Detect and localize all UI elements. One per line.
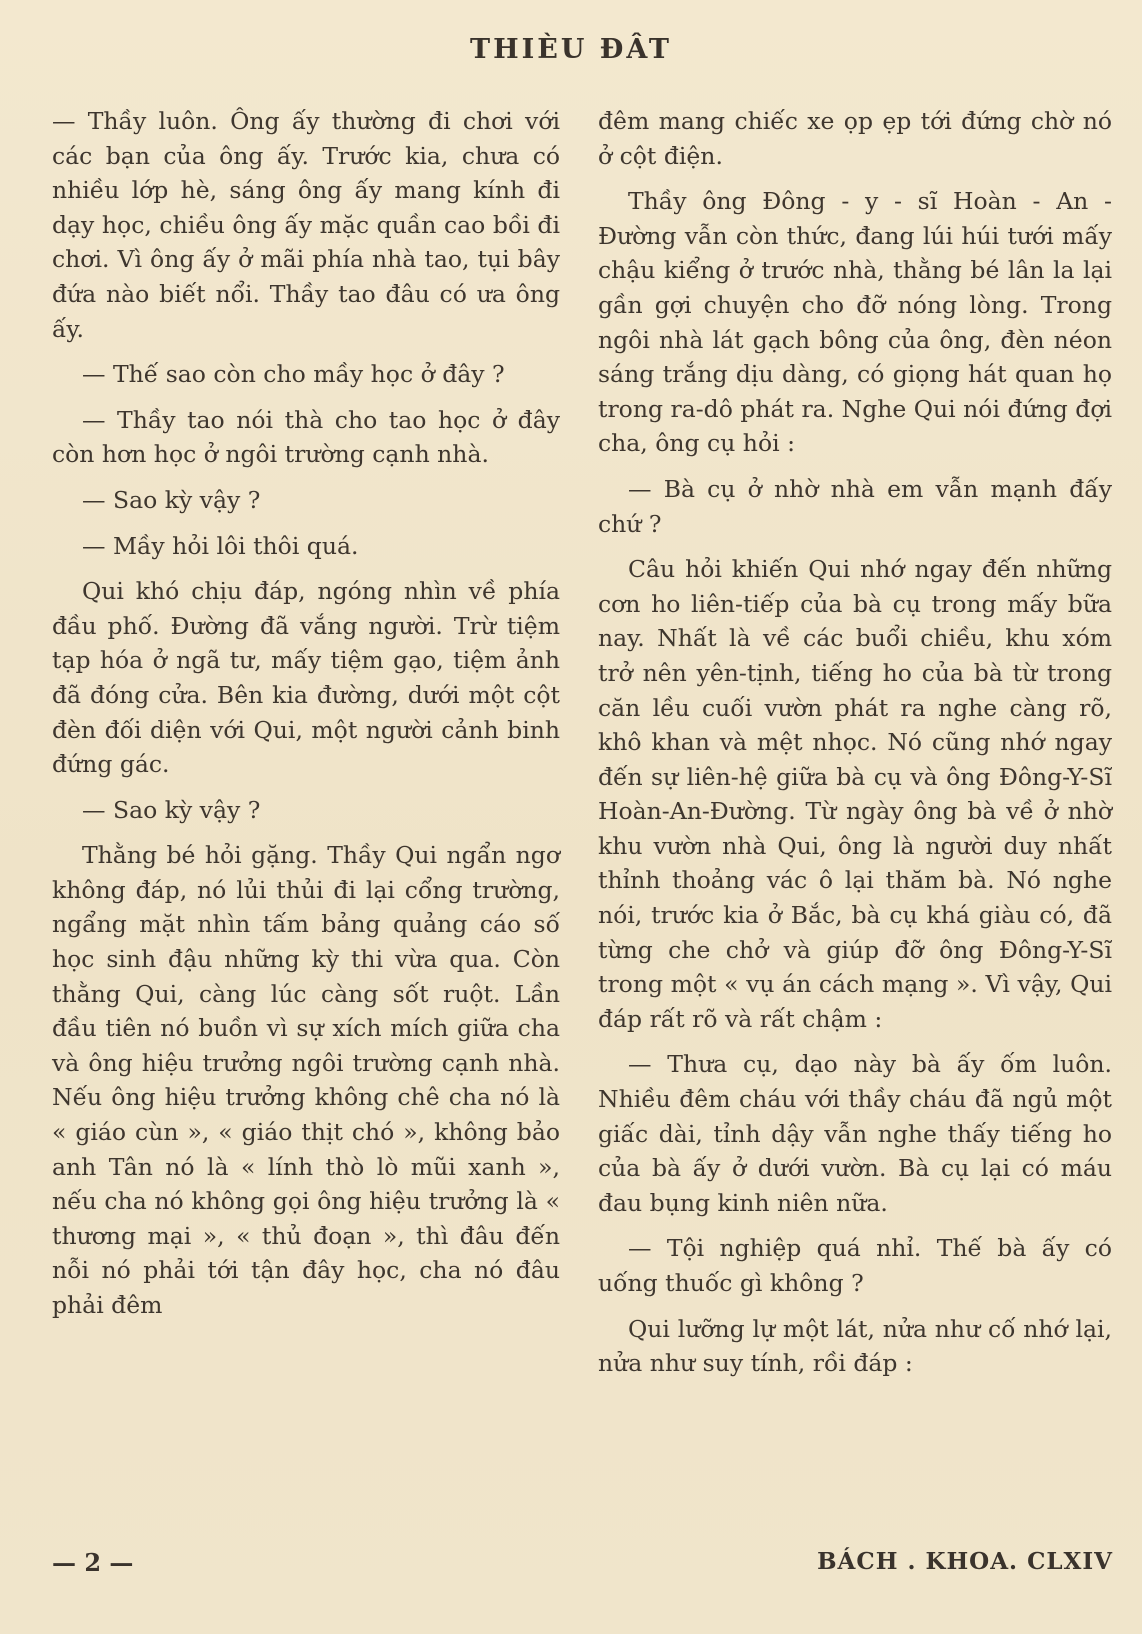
- paragraph: đêm mang chiếc xe ọp ẹp tới đứng chờ nó ở cột điện.: [598, 107, 1112, 170]
- paragraph: — Thầy luôn. Ông ấy thường đi chơi với các bạn của ông ấy. Trước kia, chưa có nhiều lớp hè, sáng ông ấy mang kính đi dạy học, chiều ông ấy mặc quần cao bồi đi chơi. Vì ông ấy ở mãi phía nhà tao, tụi bây đứa nào biết nổi. Thầy tao đâu có ưa ông ấy.: [52, 107, 560, 343]
- paragraph: — Thế sao còn cho mầy học ở đây ?: [82, 360, 505, 389]
- left-column: [52, 104, 560, 1334]
- paragraph: Thằng bé hỏi gặng. Thầy Qui ngẩn ngơ không đáp, nó lủi thủi đi lại cổng trường, ngẩng mặt nhìn tấm bảng quảng cáo số học sinh đậu những kỳ thi vừa qua. Còn thằng Qui, càng lúc càng sốt ruột. Lần đầu tiên nó buồn vì sự xích mích giữa cha và ông hiệu trưởng ngôi trường cạnh nhà. Nếu ông hiệu trưởng không chê cha nó là « giáo cùn », « giáo thịt chó », không bảo anh Tân nó là « lính thò lò mũi xanh », nếu cha nó không gọi ông hiệu trưởng là « thương mại », « thủ đoạn », thì đâu đến nỗi nó phải tới tận đây học, cha nó đâu phải đêm: [52, 841, 560, 1319]
- paragraph: — Tội nghiệp quá nhỉ. Thế bà ấy có uống thuốc gì không ?: [598, 1234, 1112, 1297]
- paragraph: Thầy ông Đông - y - sĩ Hoàn - An - Đường vẫn còn thức, đang lúi húi tưới mấy chậu kiểng ở trước nhà, thằng bé lân la lại gần gợi chuyện cho đỡ nóng lòng. Trong ngôi nhà lát gạch bông của ông, đèn néon sáng trắng dịu dàng, có giọng hát quan họ trong ra-dô phát ra. Nghe Qui nói đứng đợi cha, ông cụ hỏi :: [598, 187, 1112, 458]
- right-column: [598, 104, 1112, 1392]
- paragraph: — Thưa cụ, dạo này bà ấy ốm luôn. Nhiều đêm cháu với thầy cháu đã ngủ một giấc dài, tỉnh dậy vẫn nghe thấy tiếng ho của bà ấy ở dưới vườn. Bà cụ lại có máu đau bụng kinh niên nữa.: [598, 1050, 1112, 1217]
- page-number: — 2 —: [52, 1548, 134, 1577]
- paragraph: — Thầy tao nói thà cho tao học ở đây còn hơn học ở ngôi trường cạnh nhà.: [52, 405, 560, 469]
- publication-footer: BÁCH . KHOA. CLXIV: [817, 1548, 1113, 1575]
- paragraph: — Bà cụ ở nhờ nhà em vẫn mạnh đấy chứ ?: [598, 474, 1112, 538]
- paragraph: — Mầy hỏi lôi thôi quá.: [82, 531, 359, 560]
- running-header: THIÈU ĐÂT: [470, 34, 672, 65]
- paragraph: Qui lưỡng lự một lát, nửa như cố nhớ lại, nửa như suy tính, rồi đáp :: [598, 1314, 1112, 1378]
- paragraph: — Sao kỳ vậy ?: [82, 485, 261, 514]
- paragraph: Qui khó chịu đáp, ngóng nhìn về phía đầu phố. Đường đã vắng người. Trừ tiệm tạp hóa ở ngã tư, mấy tiệm gạo, tiệm ảnh đã đóng cửa. Bên kia đường, dưới một cột đèn đối diện với Qui, một người cảnh binh đứng gác.: [52, 577, 560, 779]
- paragraph: Câu hỏi khiến Qui nhớ ngay đến những cơn ho liên-tiếp của bà cụ trong mấy bữa nay. Nhất là về các buổi chiều, khu xóm trở nên yên-tịnh, tiếng ho của bà từ trong căn lều cuối vườn phát ra nghe càng rõ, khô khan và mệt nhọc. Nó cũng nhớ ngay đến sự liên-hệ giữa bà cụ và ông Đông-Y-Sĩ Hoàn-An-Đường. Từ ngày ông bà về ở nhờ khu vườn nhà Qui, ông là người duy nhất thỉnh thoảng vác ô lại thăm bà. Nó nghe nói, trước kia ở Bắc, bà cụ khá giàu có, đã từng che chở và giúp đỡ ông Đông-Y-Sĩ trong một « vụ án cách mạng ». Vì vậy, Qui đáp rất rõ và rất chậm :: [598, 555, 1112, 1033]
- paragraph: — Sao kỳ vậy ?: [82, 795, 261, 824]
